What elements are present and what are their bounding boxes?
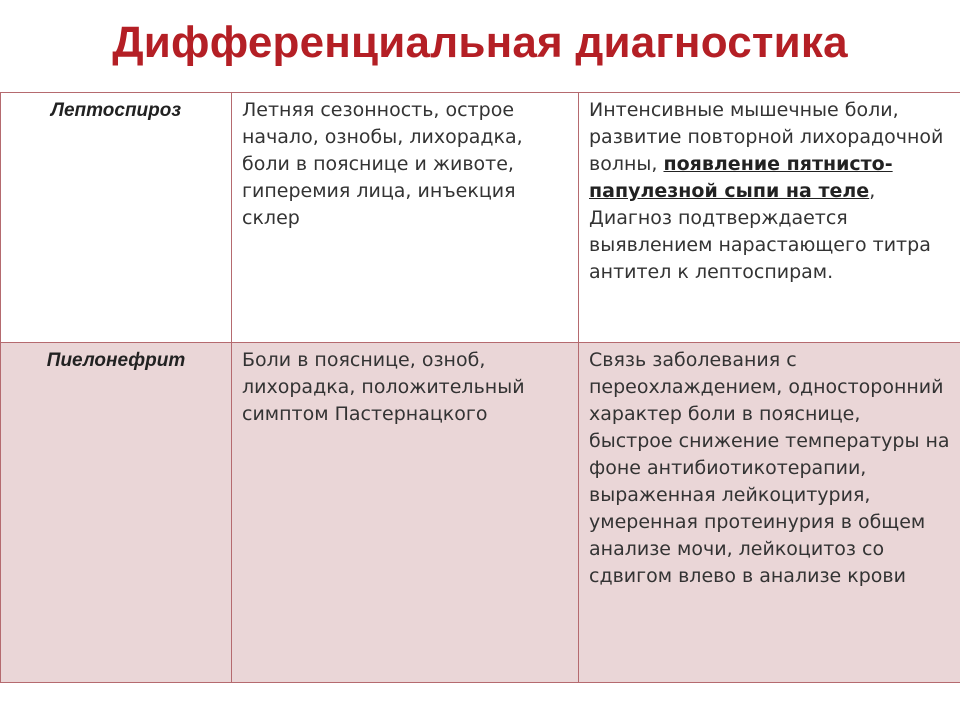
table-row — [1, 343, 960, 683]
symptoms-text: Боли в пояснице, озноб, лихорадка, положительный симптом Пастернацкого — [242, 349, 525, 425]
highlighted-differences-text: появление пятнисто-папулезной сыпи на теле — [589, 153, 893, 202]
diagnosis-table — [0, 92, 960, 683]
symptoms-cell — [232, 343, 579, 683]
disease-cell — [1, 343, 232, 683]
disease-name: Лептоспироз — [50, 100, 182, 121]
differences-text-continued: , Диагноз подтверждается выявлением нарастающего титра антител к лептоспирам. — [589, 180, 931, 283]
disease-cell — [1, 93, 232, 343]
differences-text: Связь заболевания с переохлаждением, односторонний характер боли в пояснице, быстрое снижение температуры на фоне антибиотикотерапии, выраженная лейкоцитурия, умеренная протеинурия в общем анализе мочи, лейкоцитоз со сдвигом влево в анализе крови — [589, 349, 950, 587]
differences-cell — [579, 93, 960, 343]
page-title: Дифференциальная диагностика — [112, 18, 848, 67]
table-row — [1, 93, 960, 343]
differences-text: Интенсивные мышечные боли, развитие повторной лихорадочной волны, — [589, 99, 944, 175]
disease-name: Пиелонефрит — [46, 350, 186, 371]
symptoms-cell — [232, 93, 579, 343]
symptoms-text: Летняя сезонность, острое начало, ознобы, лихорадка, боли в пояснице и животе, гиперемия лица, инъекция склер — [242, 99, 523, 229]
differences-cell — [579, 343, 960, 683]
